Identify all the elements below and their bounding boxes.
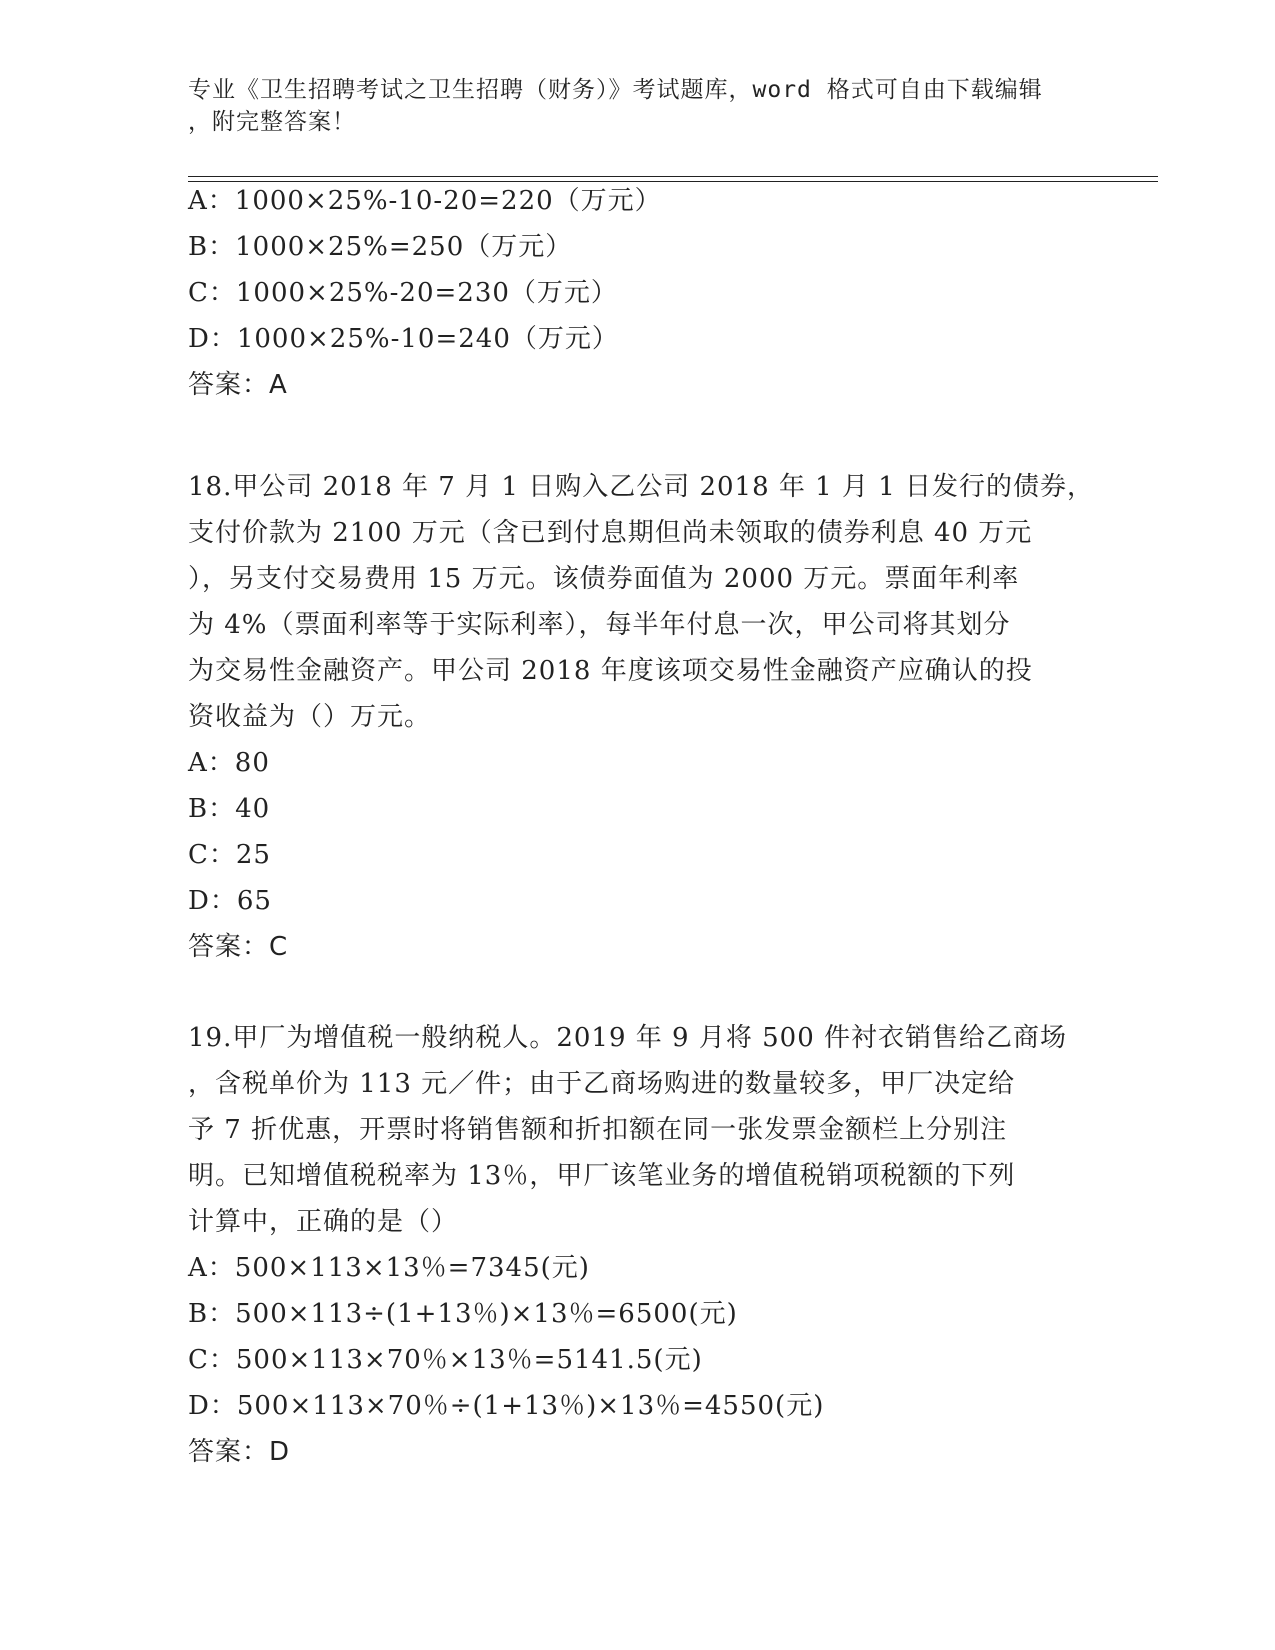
question-stem-line: 为交易性金融资产。甲公司 2018 年度该项交易性金融资产应确认的投 xyxy=(188,656,1033,686)
option-b: B：1000×25%=250（万元） xyxy=(188,232,573,262)
question-stem-line: 为 4%（票面利率等于实际利率），每半年付息一次，甲公司将其划分 xyxy=(188,610,1011,640)
option-b: B：40 xyxy=(188,794,271,824)
answer: 答案：A xyxy=(188,370,288,400)
option-d: D：500×113×70％÷(1+13％)×13％=4550(元) xyxy=(188,1391,825,1421)
question-stem-line: 计算中，正确的是（） xyxy=(188,1207,459,1237)
option-d: D：65 xyxy=(188,886,272,916)
answer: 答案：D xyxy=(188,1437,291,1467)
document-header xyxy=(188,74,1068,138)
option-c: C：25 xyxy=(188,840,271,870)
option-c: C：500×113×70％×13％=5141.5(元) xyxy=(188,1345,703,1375)
question-stem-line: 19.甲厂为增值税一般纳税人。2019 年 9 月将 500 件衬衣销售给乙商场 xyxy=(188,1023,1068,1053)
question-stem-line: 予 7 折优惠，开票时将销售额和折扣额在同一张发票金额栏上分别注 xyxy=(188,1115,1008,1145)
question-17 xyxy=(188,178,1088,408)
option-b: B：500×113÷(1+13％)×13％=6500(元) xyxy=(188,1299,738,1329)
header-rule-top xyxy=(188,176,1158,177)
option-a: A：1000×25%-10-20=220（万元） xyxy=(188,186,662,216)
question-18 xyxy=(188,464,1095,970)
option-a: A：80 xyxy=(188,748,270,778)
answer: 答案：C xyxy=(188,932,289,962)
question-19 xyxy=(188,1015,1088,1475)
header-line: 专业《卫生招聘考试之卫生招聘（财务）》考试题库，word 格式可自由下载编辑 xyxy=(188,77,1043,103)
question-stem-line: 明。已知增值税税率为 13％，甲厂该笔业务的增值税销项税额的下列 xyxy=(188,1161,1016,1191)
option-d: D：1000×25%-10=240（万元） xyxy=(188,324,619,354)
question-stem-line: 资收益为（）万元。 xyxy=(188,702,432,732)
option-a: A：500×113×13％=7345(元) xyxy=(188,1253,590,1283)
question-stem-line: 支付价款为 2100 万元（含已到付息期但尚未领取的债券利息 40 万元 xyxy=(188,518,1033,548)
question-stem-line: 18.甲公司 2018 年 7 月 1 日购入乙公司 2018 年 1 月 1 日发行的债券， xyxy=(188,472,1095,502)
header-line: ，附完整答案！ xyxy=(188,109,356,135)
question-stem-line: ），另支付交易费用 15 万元。该债券面值为 2000 万元。票面年利率 xyxy=(188,564,1020,594)
option-c: C：1000×25%-20=230（万元） xyxy=(188,278,618,308)
question-stem-line: ，含税单价为 113 元／件；由于乙商场购进的数量较多，甲厂决定给 xyxy=(188,1069,1016,1099)
